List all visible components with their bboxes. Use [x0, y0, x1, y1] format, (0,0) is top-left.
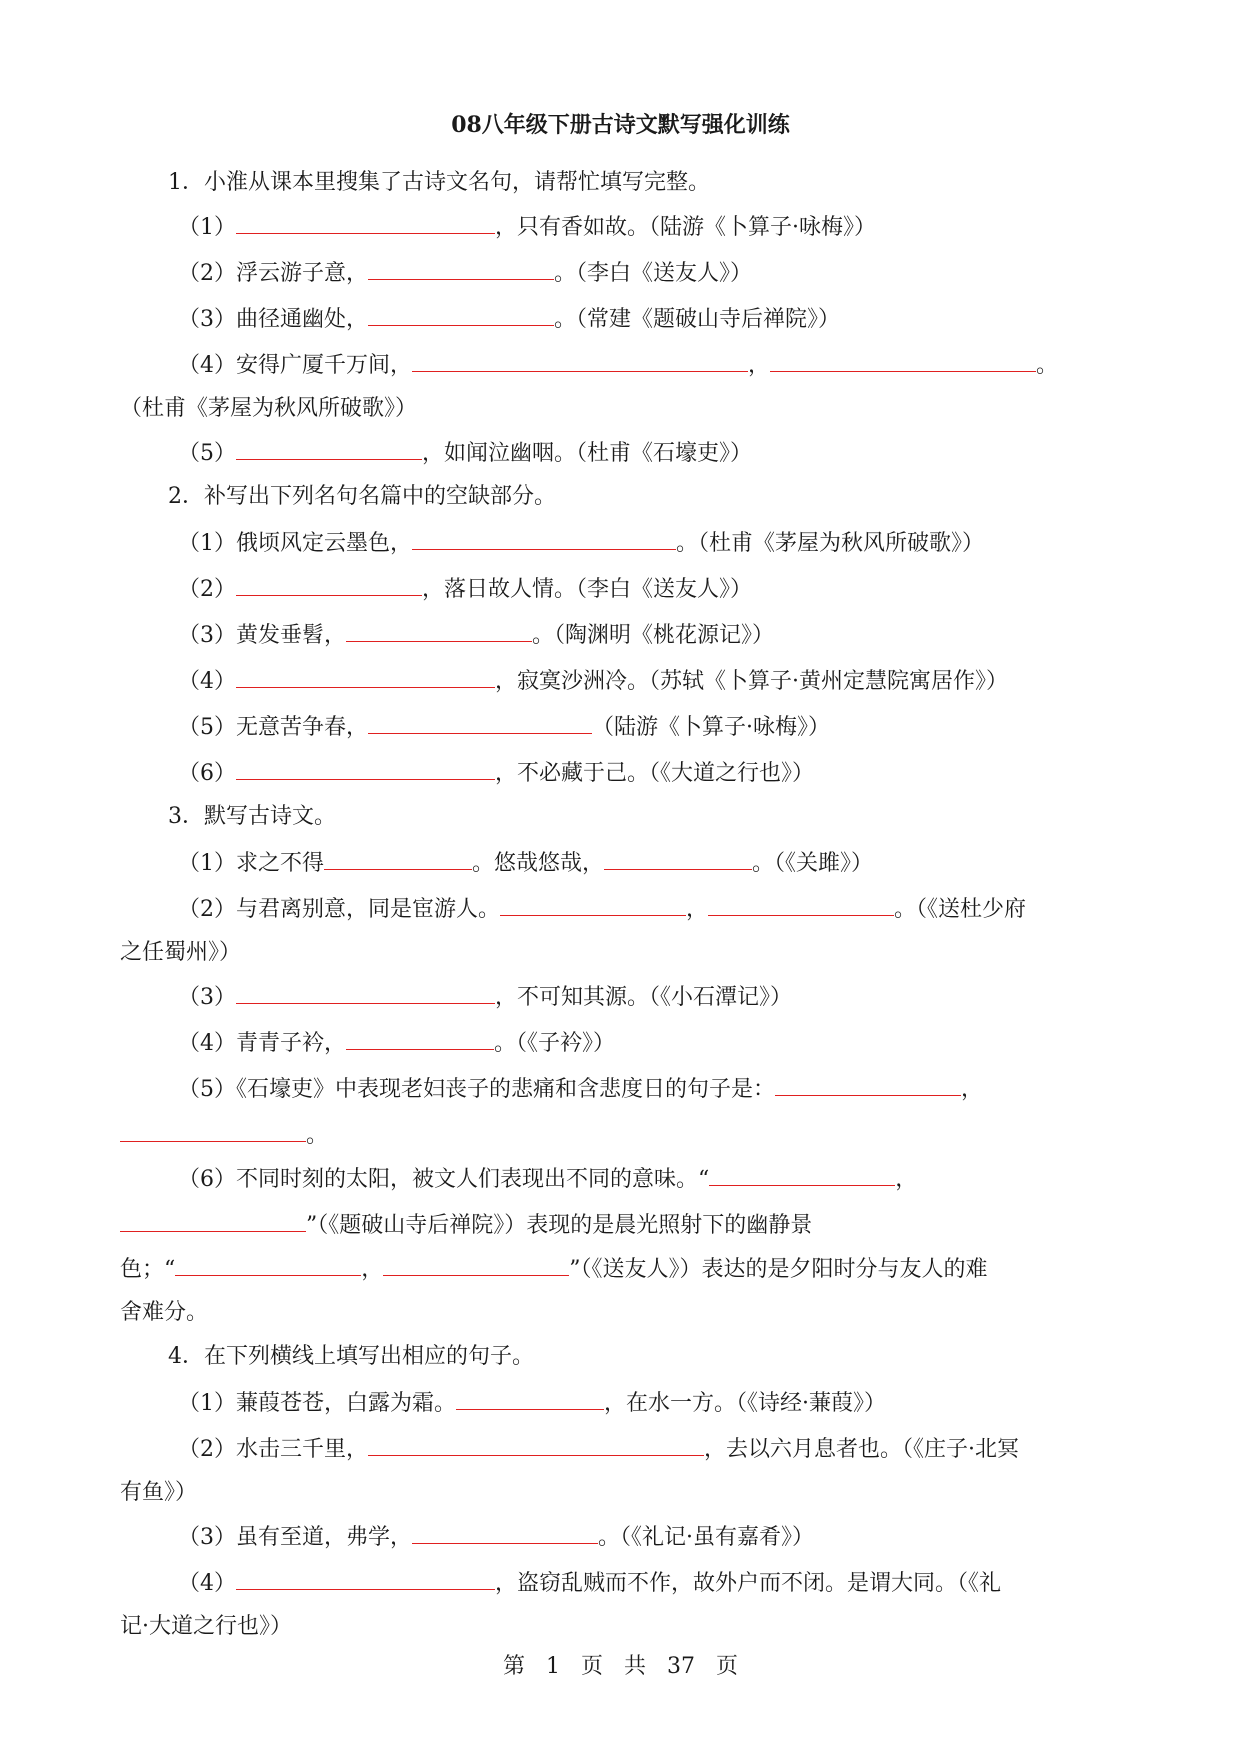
answer-blank[interactable] — [236, 665, 495, 688]
answer-blank[interactable] — [120, 1209, 306, 1232]
line-text: （4） — [178, 669, 236, 694]
line-text: ，盗窃乱贼而不作，故外户而不闭。是谓大同。（《礼 — [495, 1571, 1002, 1596]
line-text: （4）安得广厦千万间， — [178, 353, 412, 378]
line-text: ，不必藏于己。（《大道之行也》） — [495, 761, 815, 786]
text-line — [0, 1073, 1241, 1105]
text-line — [0, 619, 1241, 651]
text-line — [0, 481, 1241, 513]
answer-blank[interactable] — [368, 303, 554, 326]
line-text: ， — [686, 897, 709, 922]
footer-label-ye: 页 — [580, 1654, 603, 1679]
line-text: （2）与君离别意，同是宦游人。 — [178, 897, 500, 922]
answer-blank[interactable] — [236, 211, 495, 234]
line-text: （1）求之不得 — [178, 851, 324, 876]
text-line — [0, 393, 1241, 425]
line-text: ，落日故人情。（李白《送友人》） — [422, 577, 753, 602]
text-line — [0, 573, 1241, 605]
answer-blank[interactable] — [236, 757, 495, 780]
answer-blank[interactable] — [120, 1119, 306, 1142]
line-text: 色；“ — [120, 1257, 176, 1282]
footer-label-gong: 共 — [624, 1654, 647, 1679]
text-line — [0, 847, 1241, 879]
text-line — [0, 257, 1241, 289]
line-text: 3．默写古诗文。 — [168, 804, 336, 829]
line-text: （4） — [178, 1571, 236, 1596]
line-text: （3）曲径通幽处， — [178, 307, 368, 332]
text-line — [0, 1253, 1241, 1285]
answer-blank[interactable] — [346, 619, 532, 642]
answer-blank[interactable] — [708, 893, 894, 916]
text-line — [0, 1297, 1241, 1329]
line-text: （杜甫《茅屋为秋风所破歌》） — [120, 396, 418, 421]
line-text: （6）不同时刻的太阳，被文人们表现出不同的意味。“ — [178, 1167, 710, 1192]
line-text: ， — [748, 353, 771, 378]
line-text: ， — [961, 1077, 984, 1102]
text-line — [0, 981, 1241, 1013]
line-text: 。悠哉悠哉， — [472, 851, 605, 876]
line-text: ， — [895, 1167, 918, 1192]
text-line — [0, 665, 1241, 697]
text-line — [0, 1027, 1241, 1059]
text-line — [0, 167, 1241, 199]
line-text: ，在水一方。（《诗经·蒹葭》） — [604, 1391, 886, 1416]
answer-blank[interactable] — [368, 1433, 704, 1456]
line-text: 。（《关雎》） — [752, 851, 874, 876]
line-text: ，不可知其源。（《小石潭记》） — [495, 985, 793, 1010]
line-text: 。（常建《题破山寺后禅院》） — [554, 307, 841, 332]
text-line — [0, 1433, 1241, 1465]
answer-blank[interactable] — [456, 1387, 604, 1410]
line-text: 。（杜甫《茅屋为秋风所破歌》） — [676, 531, 985, 556]
text-line — [0, 437, 1241, 469]
text-line — [0, 1611, 1241, 1643]
answer-blank[interactable] — [368, 711, 592, 734]
line-text: 。（《送杜少府 — [894, 897, 1027, 922]
answer-blank[interactable] — [770, 349, 1036, 372]
document-title: 08八年级下册古诗文默写强化训练 — [451, 112, 790, 138]
line-text: （陆游《卜算子·咏梅》） — [592, 715, 830, 740]
answer-blank[interactable] — [775, 1073, 961, 1096]
answer-blank[interactable] — [324, 847, 472, 870]
answer-blank[interactable] — [412, 349, 748, 372]
line-text: （1） — [178, 215, 236, 240]
text-line — [0, 711, 1241, 743]
answer-blank[interactable] — [604, 847, 752, 870]
answer-blank[interactable] — [368, 257, 554, 280]
footer-label-ye-2: 页 — [716, 1654, 739, 1679]
answer-blank[interactable] — [346, 1027, 494, 1050]
text-line — [0, 1163, 1241, 1195]
line-text: 。（陶渊明《桃花源记》） — [532, 623, 775, 648]
text-line — [0, 1521, 1241, 1553]
text-line — [0, 1387, 1241, 1419]
text-line — [0, 757, 1241, 789]
line-text: （5） — [178, 441, 236, 466]
line-text: ”（《送友人》）表达的是夕阳时分与友人的难 — [569, 1257, 988, 1282]
line-text: ，如闻泣幽咽。（杜甫《石壕吏》） — [422, 441, 753, 466]
line-text: 。 — [1036, 353, 1059, 378]
line-text: ， — [361, 1257, 384, 1282]
line-text: 有鱼》） — [120, 1480, 198, 1505]
answer-blank[interactable] — [500, 893, 686, 916]
line-text: 。（《子衿》） — [494, 1031, 616, 1056]
answer-blank[interactable] — [236, 1567, 495, 1590]
line-text: （4）青青子衿， — [178, 1031, 346, 1056]
text-line — [0, 211, 1241, 243]
text-line — [0, 1341, 1241, 1373]
line-text: ”（《题破山寺后禅院》）表现的是晨光照射下的幽静景 — [306, 1213, 813, 1238]
line-text: 记·大道之行也》） — [120, 1614, 292, 1639]
line-text: 。（李白《送友人》） — [554, 261, 753, 286]
text-line — [0, 527, 1241, 559]
text-line — [0, 893, 1241, 925]
line-text: （6） — [178, 761, 236, 786]
line-text: （2）浮云游子意， — [178, 261, 368, 286]
text-line — [0, 349, 1241, 381]
line-text: 之任蜀州》） — [120, 940, 242, 965]
footer-total-pages: 37 — [667, 1654, 696, 1679]
line-text: ，寂寞沙洲冷。（苏轼《卜算子·黄州定慧院寓居作》） — [495, 669, 1008, 694]
line-text: 1．小淮从课本里搜集了古诗文名句，请帮忙填写完整。 — [168, 170, 710, 195]
line-text: （2）水击三千里， — [178, 1437, 368, 1462]
line-text: 。 — [306, 1123, 329, 1148]
line-text: （5）《石壕吏》中表现老妇丧子的悲痛和含悲度日的句子是： — [178, 1077, 775, 1102]
answer-blank[interactable] — [383, 1253, 569, 1276]
line-text: 舍难分。 — [120, 1300, 209, 1325]
text-line — [0, 937, 1241, 969]
answer-blank[interactable] — [709, 1163, 895, 1186]
text-line — [0, 1209, 1241, 1241]
answer-blank[interactable] — [236, 981, 495, 1004]
text-line — [0, 1119, 1241, 1151]
line-text: 4．在下列横线上填写出相应的句子。 — [168, 1344, 534, 1369]
footer-label-di: 第 — [502, 1654, 525, 1679]
page-footer — [0, 1651, 1241, 1683]
text-line — [0, 303, 1241, 335]
line-text: （5）无意苦争春， — [178, 715, 368, 740]
line-text: （1）俄顷风定云墨色， — [178, 531, 412, 556]
line-text: ，只有香如故。（陆游《卜算子·咏梅》） — [495, 215, 876, 240]
answer-blank[interactable] — [412, 527, 676, 550]
line-text: ，去以六月息者也。（《庄子·北冥 — [704, 1437, 1019, 1462]
line-text: （3） — [178, 985, 236, 1010]
footer-page-number: 1 — [545, 1654, 560, 1679]
answer-blank[interactable] — [236, 437, 422, 460]
text-line — [0, 801, 1241, 833]
text-line — [0, 1477, 1241, 1509]
line-text: （2） — [178, 577, 236, 602]
answer-blank[interactable] — [236, 573, 422, 596]
text-line — [0, 1567, 1241, 1599]
line-text: （3）虽有至道，弗学， — [178, 1525, 412, 1550]
line-text: （3）黄发垂髫， — [178, 623, 346, 648]
answer-blank[interactable] — [175, 1253, 361, 1276]
line-text: 。（《礼记·虽有嘉肴》） — [598, 1525, 814, 1550]
line-text: 2．补写出下列名句名篇中的空缺部分。 — [168, 484, 556, 509]
line-text: （1）蒹葭苍苍，白露为霜。 — [178, 1391, 456, 1416]
answer-blank[interactable] — [412, 1521, 598, 1544]
